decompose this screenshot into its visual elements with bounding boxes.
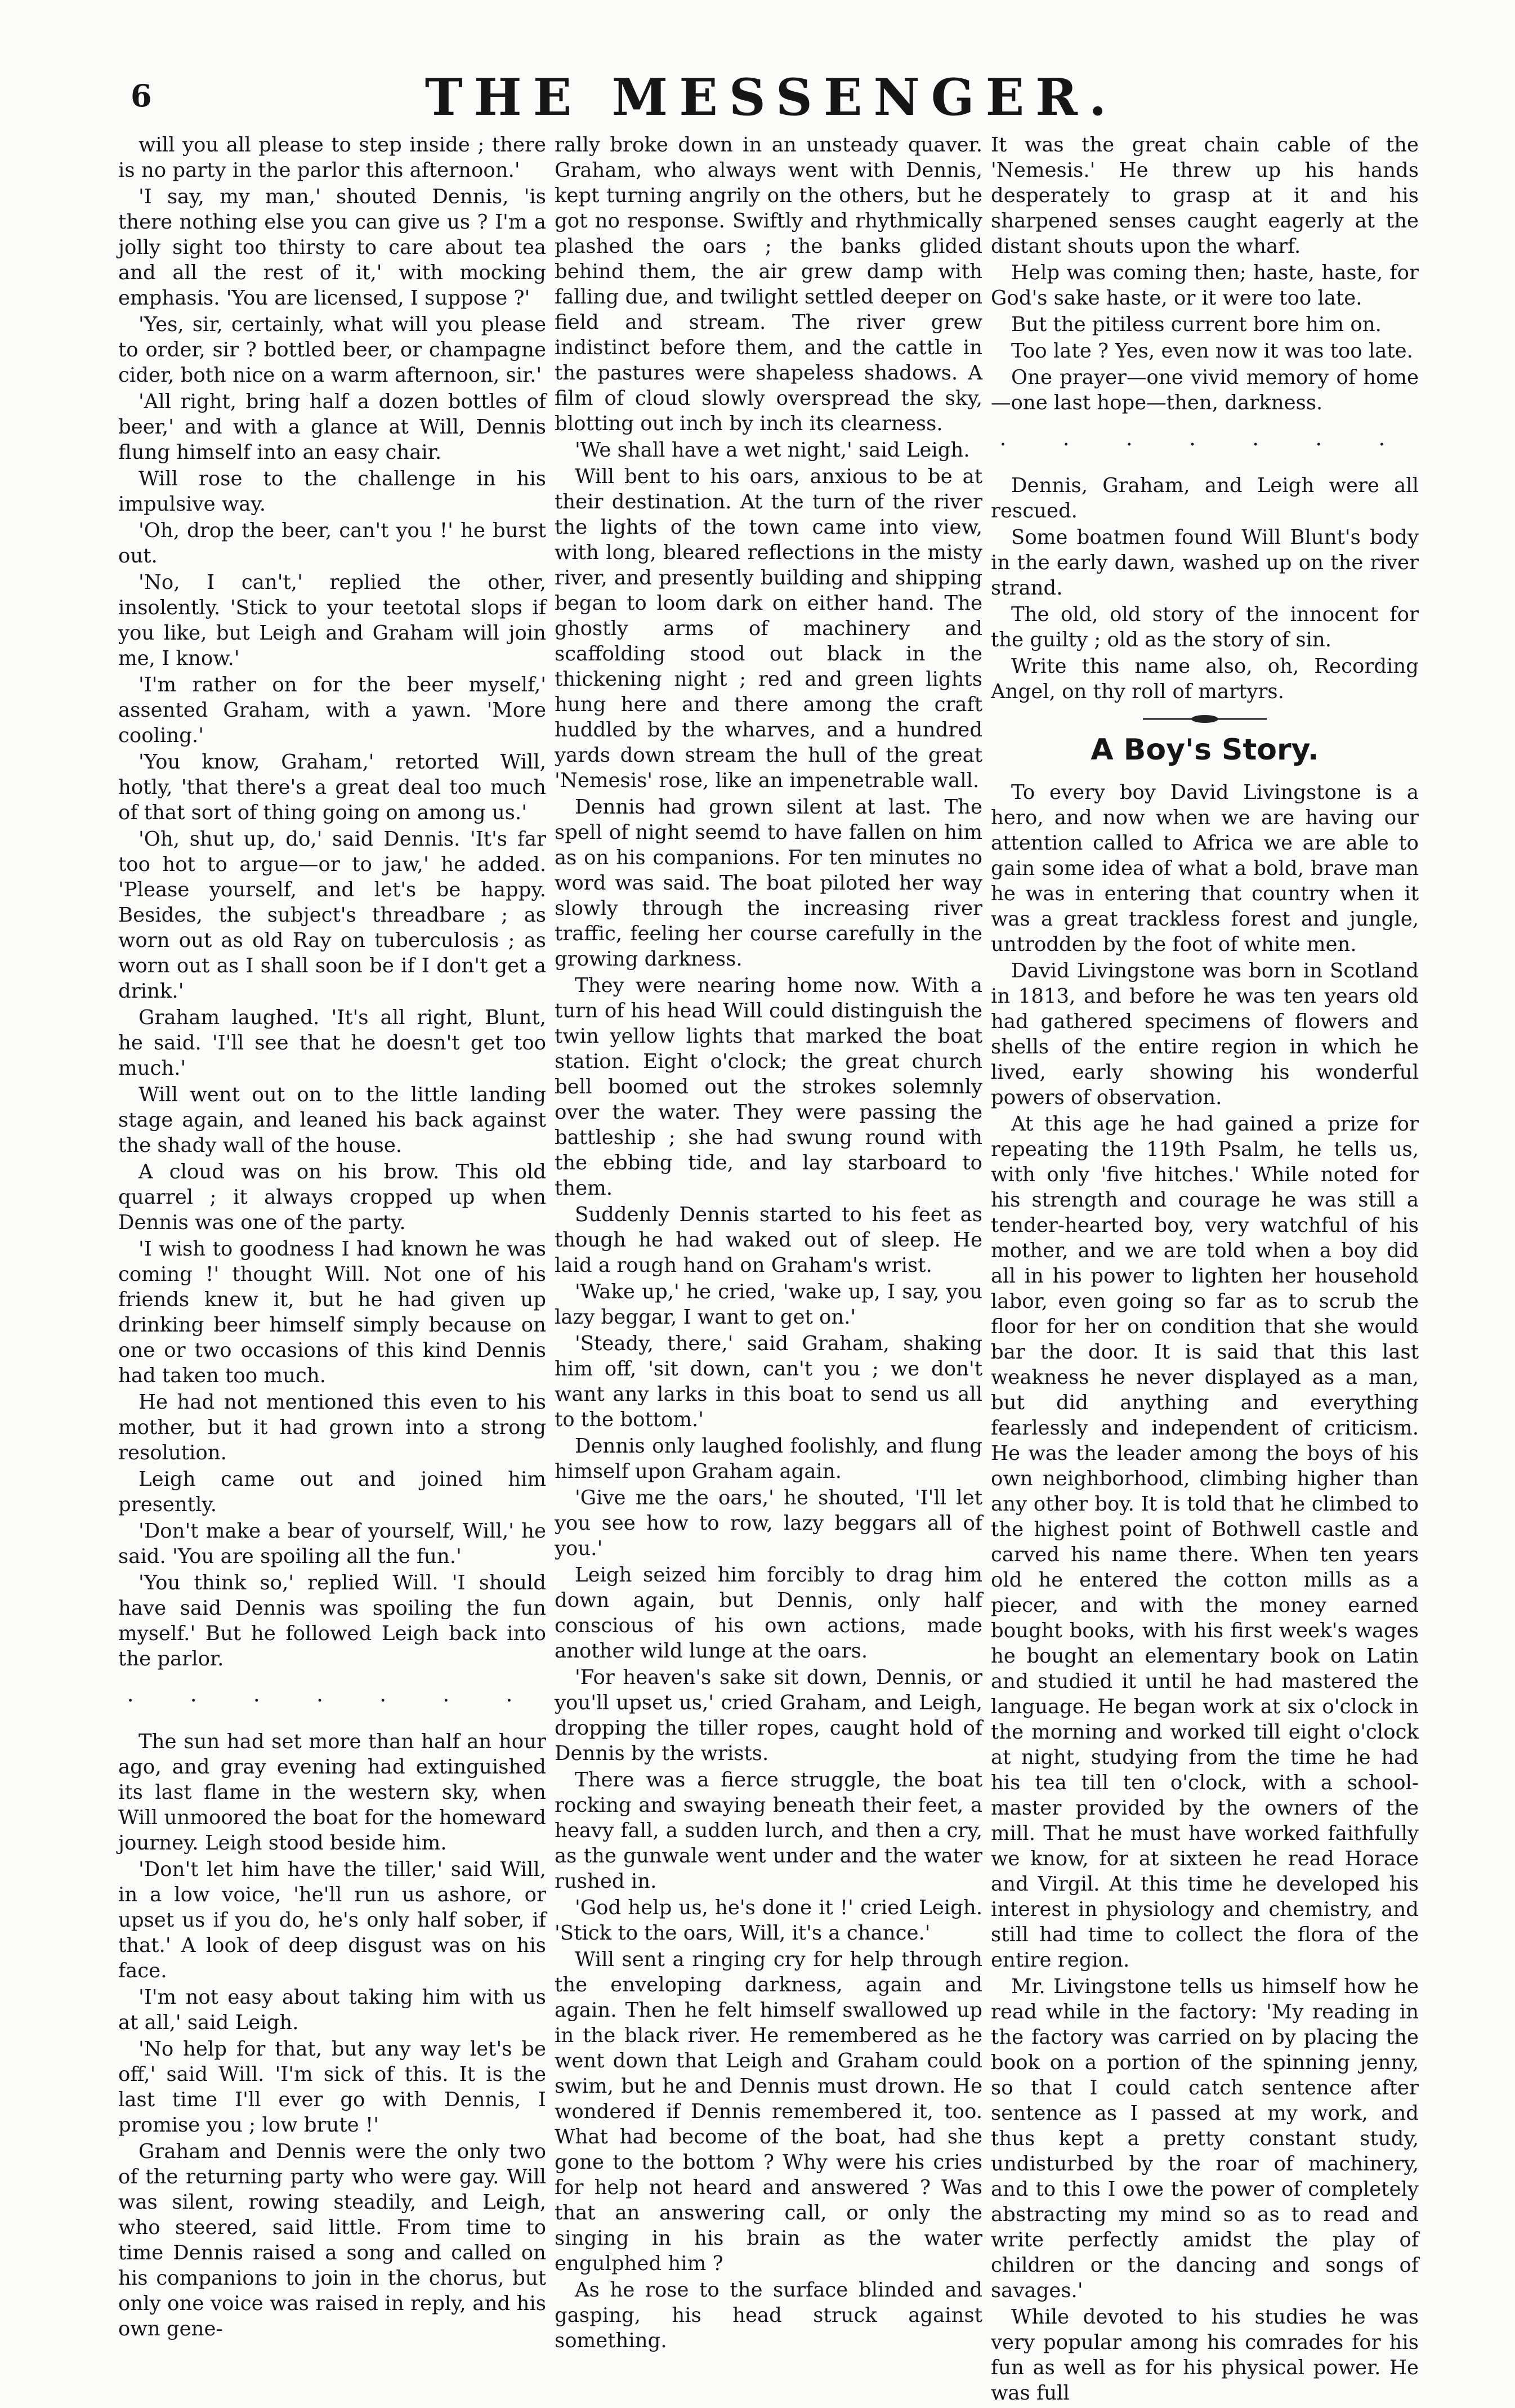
page-number: 6	[131, 78, 152, 114]
column-1	[118, 132, 546, 2343]
story-paragraph: The sun had set more than half an hour ago, and gray evening had extinguished its last flame in the western sky, when Will unmoored the boat for the homeward journey. Leigh stood beside him.	[118, 1730, 546, 1855]
story-paragraph: 'Don't let him have the tiller,' said Will, in a low voice, 'he'll run us ashore, or upset us if you do, he's only half sober, if that.' A look of deep disgust was on his face.	[118, 1858, 546, 1982]
story-paragraph: He had not mentioned this even to his mother, but it had grown into a strong resolution.	[118, 1391, 546, 1464]
article-paragraph: While devoted to his studies he was very popular among his comrades for his fun as well as for his physical power. He was full	[991, 2306, 1419, 2405]
story-paragraph: Leigh seized him forcibly to drag him down again, but Dennis, only half conscious of his own actions, made another wild lunge at the oars.	[555, 1563, 982, 1663]
story-paragraph: 'Yes, sir, certainly, what will you please to order, sir ? bottled beer, or champagne cider, both nice on a warm afternoon, sir.'	[118, 313, 546, 387]
page-header	[124, 68, 1419, 129]
story-paragraph: 'Oh, shut up, do,' said Dennis. 'It's far too hot to argue—or to jaw,' he added. 'Please yourself, and let's be happy. Besides, the subject's threadbare ; as worn out as old Ray on tuberculosis ; as worn out as I shall soon be if I don't get a drink.'	[118, 828, 546, 1003]
masthead-title: THE MESSENGER.	[424, 68, 1118, 127]
story-paragraph: The old, old story of the innocent for the guilty ; old as the story of sin.	[991, 603, 1419, 651]
story-paragraph: Dennis only laughed foolishly, and flung himself upon Graham again.	[555, 1435, 982, 1483]
article-title: A Boy's Story.	[1091, 733, 1319, 767]
story-paragraph: 'Give me the oars,' he shouted, 'I'll let you see how to row, lazy beggars all of you.'	[555, 1486, 982, 1560]
story-paragraph: 'For heaven's sake sit down, Dennis, or you'll upset us,' cried Graham, and Leigh, dropping the tiller ropes, caught hold of Dennis by the wrists.	[555, 1666, 982, 1765]
story-paragraph: Will rose to the challenge in his impulsive way.	[118, 467, 546, 516]
story-paragraph: 'You think so,' replied Will. 'I should have said Dennis was spoiling the fun myself.' But he followed Leigh back into the parlor.	[118, 1571, 546, 1670]
story-paragraph: Some boatmen found Will Blunt's body in the early dawn, washed up on the river strand.	[991, 526, 1419, 600]
section-break-dots: . . . . . . .	[127, 1682, 538, 1706]
story-paragraph: Graham laughed. 'It's all right, Blunt, he said. 'I'll see that he doesn't get too much.'	[118, 1006, 546, 1080]
story-paragraph: Will went out on to the little landing stage again, and leaned his back against the shady wall of the house.	[118, 1083, 546, 1157]
story-paragraph: A cloud was on his brow. This old quarrel ; it always cropped up when Dennis was one of the party.	[118, 1160, 546, 1234]
story-paragraph: 'Steady, there,' said Graham, shaking him off, 'sit down, can't you ; we don't want any larks in this boat to send us all to the bottom.'	[555, 1332, 982, 1431]
story-paragraph: They were nearing home now. With a turn of his head Will could distinguish the twin yellow lights that marked the boat station. Eight o'clock; the great church bell boomed out the strokes solemnly over the water. They were passing the battleship ; she had swung round with the ebbing tide, and lay starboard to them.	[555, 974, 982, 1200]
story-paragraph: As he rose to the surface blinded and gasping, his head struck against something.	[555, 2279, 982, 2352]
story-paragraph: Will bent to his oars, anxious to be at their destination. At the turn of the river the lights of the town came into view, with long, bleared reflections in the misty river, and presently building and shipping began to loom dark on either hand. The ghostly arms of machinery and scaffolding stood out black in the thickening night ; red and green lights hung here and there among the craft huddled by the wharves, and a hundred yards down stream the hull of the great 'Nemesis' rose, like an impenetrable wall.	[555, 465, 982, 792]
story-paragraph: Graham and Dennis were the only two of the returning party who were gay. Will was silent, rowing steadily, and Leigh, who steered, said little. From time to time Dennis raised a song and called on his companions to join in the chorus, but only one voice was raised in reply, and his own gene-	[118, 2140, 546, 2340]
story-paragraph: will you all please to step inside ; there is no party in the parlor this afternoon.'	[118, 133, 546, 182]
story-paragraph: rally broke down in an unsteady quaver. Graham, who always went with Dennis, kept turning angrily on the others, but he got no response. Swiftly and rhythmically plashed the oars ; the banks glided behind them, the air grew damp with falling due, and twilight settled deeper on field and stream. The river grew indistinct before them, and the cattle in the pastures were shapeless shadows. A film of cloud slowly overspread the sky, blotting out inch by inch its clearness.	[555, 133, 982, 435]
story-paragraph: Too late ? Yes, even now it was too late.	[1011, 339, 1413, 363]
story-paragraph: 'All right, bring half a dozen bottles of beer,' and with a glance at Will, Dennis flung himself into an easy chair.	[118, 390, 546, 464]
column-2	[555, 132, 982, 2355]
story-paragraph: 'We shall have a wet night,' said Leigh.	[575, 439, 970, 462]
story-paragraph: Leigh came out and joined him presently.	[118, 1468, 546, 1516]
story-paragraph: There was a fierce struggle, the boat rocking and swaying beneath their feet, a heavy fall, a sudden lurch, and then a cry, as the gunwale went under and the water rushed in.	[555, 1768, 982, 1893]
story-paragraph: 'I'm not easy about taking him with us at all,' said Leigh.	[118, 1986, 546, 2034]
section-break-dots: . . . . . . .	[999, 426, 1410, 450]
story-paragraph: 'I wish to goodness I had known he was coming !' thought Will. Not one of his friends knew it, but he had given up drinking beer himself simply because on one or two occasions of this kind Dennis had taken too much.	[118, 1237, 546, 1387]
article-paragraph: To every boy David Livingstone is a hero, and now when we are having our attention called to Africa we are able to gain some idea of what a bold, brave man he was in entering that country when it was a great trackless forest and jungle, untrodden by the foot of white men.	[991, 781, 1419, 956]
article-paragraph: David Livingstone was born in Scotland in 1813, and before he was ten years old had gathered specimens of flowers and shells of the entire region in which he lived, early showing his wonderful powers of observation.	[991, 959, 1419, 1109]
story-paragraph: Write this name also, oh, Recording Angel, on thy roll of martyrs.	[991, 655, 1419, 703]
story-paragraph: Will sent a ringing cry for help through the enveloping darkness, again and again. Then he felt himself swallowed up in the black river. He remembered as he went down that Leigh and Graham could swim, but he and Dennis must drown. He wondered if Dennis remembered it, too. What had become of the boat, had she gone to the bottom ? Why were his cries for help not heard and answered ? Was that an answering call, or only the singing in his brain as the water engulphed him ?	[555, 1948, 982, 2275]
story-paragraph: Suddenly Dennis started to his feet as though he had waked out of sleep. He laid a rough hand on Graham's wrist.	[555, 1203, 982, 1277]
article-paragraph: Mr. Livingstone tells us himself how he read while in the factory: 'My reading in the factory was carried on by placing the book on a portion of the spinning jenny, so that I could catch sentence after sentence as I passed at my work, and thus kept a pretty constant study, undisturbed by the roar of machinery, and to this I owe the power of completely abstracting my mind so as to read and write perfectly amidst the play of children or the dancing and songs of savages.'	[991, 1975, 1419, 2302]
story-paragraph: 'Wake up,' he cried, 'wake up, I say, you lazy beggar, I want to get on.'	[555, 1280, 982, 1329]
story-paragraph: 'No, I can't,' replied the other, insolently. 'Stick to your teetotal slops if you like, but Leigh and Graham will join me, I know.'	[118, 571, 546, 670]
story-paragraph: 'You know, Graham,' retorted Will, hotly, 'that there's a great deal too much of that sort of thing going on among us.'	[118, 750, 546, 824]
column-3	[991, 132, 1419, 2407]
story-paragraph: 'I'm rather on for the beer myself,' assented Graham, with a yawn. 'More cooling.'	[118, 673, 546, 747]
story-paragraph: Dennis had grown silent at last. The spell of night seemd to have fallen on him as on his companions. For ten minutes no word was said. The boat piloted her way slowly through the increasing river traffic, feeling her course carefully in the growing darkness.	[555, 796, 982, 971]
story-paragraph: 'I say, my man,' shouted Dennis, 'is there nothing else you can give us ? I'm a jolly sight too thirsty to care about tea and all the rest of it,' with mocking emphasis. 'You are licensed, I suppose ?'	[118, 185, 546, 310]
article-paragraph: At this age he had gained a prize for repeating the 119th Psalm, he tells us, with only 'five hitches.' While noted for his strength and courage he was still a tender-hearted boy, very watchful of his mother, and we are told when a boy did all in his power to lighten her household labor, even going so far as to scrub the floor for her on condition that she would bar the door. It is said that this last weakness he never displayed as a man, but did anything and everything fearlessly and independent of criticism. He was the leader among the boys of his own neighborhood, climbing higher than any other boy. It is told that he climbed to the highest point of Bothwell castle and carved his name there. When ten years old he entered the cotton mills as a piecer, and with the money earned bought books, with his first week's wages he bought an elementary book on Latin and studied it until he had mastered the language. He began work at six o'clock in the morning and worked till eight o'clock at night, studying from the time he had his tea till ten o'clock, with a school-master provided by the owners of the mill. That he must have worked faithfully we know, for at sixteen he read Horace and Virgil. At this time he developed his interest in physiology and chemistry, and still had time to collect the flora of the entire region.	[991, 1113, 1419, 1972]
story-paragraph: 'Don't make a bear of yourself, Will,' he said. 'You are spoiling all the fun.'	[118, 1520, 546, 1568]
story-paragraph: 'No help for that, but any way let's be off,' said Will. 'I'm sick of this. It is the last time I'll ever go with Dennis, I promise you ; low brute !'	[118, 2038, 546, 2137]
story-paragraph: 'Oh, drop the beer, can't you !' he burst out.	[118, 519, 546, 568]
story-paragraph: Dennis, Graham, and Leigh were all rescued.	[991, 474, 1419, 522]
story-paragraph: But the pitiless current bore him on.	[1011, 313, 1382, 336]
story-paragraph: It was the great chain cable of the 'Nemesis.' He threw up his hands desperately to grasp at it and his sharpened senses caught eagerly at the distant shouts upon the wharf.	[991, 133, 1419, 258]
ornamental-rule	[1143, 712, 1267, 726]
story-paragraph: One prayer—one vivid memory of home—one last hope—then, darkness.	[991, 366, 1419, 414]
story-paragraph: 'God help us, he's done it !' cried Leigh. 'Stick to the oars, Will, it's a chance.'	[555, 1896, 982, 1945]
story-paragraph: Help was coming then; haste, haste, for God's sake haste, or it were too late.	[991, 261, 1419, 310]
